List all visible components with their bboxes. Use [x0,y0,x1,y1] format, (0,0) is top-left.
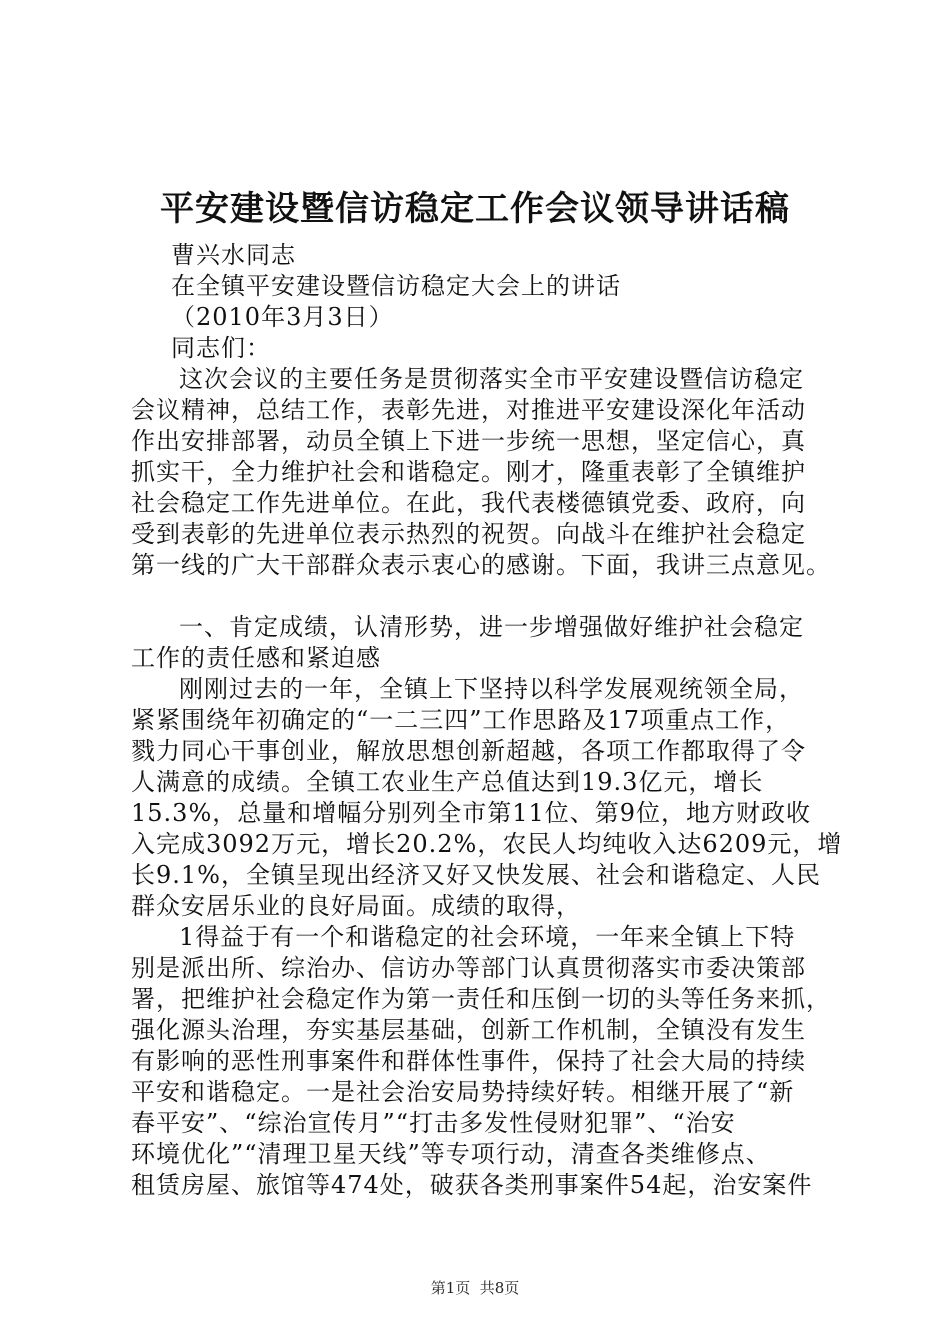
body-line: 别是派出所、综治办、信访办等部门认真贯彻落实市委决策部 [131,954,806,982]
body-line: 同志们： [171,334,271,362]
body-line: 租赁房屋、旅馆等474处，破获各类刑事案件54起，治安案件 [131,1171,813,1199]
body-line: 抓实干，全力维护社会和谐稳定。刚才，隆重表彰了全镇维护 [131,458,806,486]
body-line: 第一线的广大干部群众表示衷心的感谢。下面，我讲三点意见。 [131,551,831,579]
body-line: 一、肯定成绩，认清形势，进一步增强做好维护社会稳定 [179,613,804,641]
document-title: 平安建设暨信访稳定工作会议领导讲话稿 [160,189,790,229]
body-line: 会议精神，总结工作，表彰先进，对推进平安建设深化年活动 [131,396,806,424]
body-line: 平安和谐稳定。一是社会治安局势持续好转。相继开展了“新 [131,1078,795,1106]
paragraph-spacer [131,581,841,612]
page-footer: 第1页 共8页 [430,1279,520,1297]
body-line: （2010年3月3日） [171,303,394,331]
body-line: 工作的责任感和紧迫感 [131,644,381,672]
body-line: 署，把维护社会稳定作为第一责任和压倒一切的头等任务来抓， [131,985,831,1013]
body-line: 在全镇平安建设暨信访稳定大会上的讲话 [171,272,621,300]
body-line: 社会稳定工作先进单位。在此，我代表楼德镇党委、政府，向 [131,489,806,517]
body-line: 戮力同心干事创业，解放思想创新超越，各项工作都取得了令 [131,737,806,765]
body-line: 有影响的恶性刑事案件和群体性事件，保持了社会大局的持续 [131,1047,806,1075]
body-line: 受到表彰的先进单位表示热烈的祝贺。向战斗在维护社会稳定 [131,520,806,548]
body-line: 曹兴水同志 [171,241,296,269]
body-line: 刚刚过去的一年，全镇上下坚持以科学发展观统领全局， [179,675,804,703]
body-line: 春平安”、“综治宣传月”“打击多发性侵财犯罪”、“治安 [131,1109,736,1137]
body-line: 紧紧围绕年初确定的“一二三四”工作思路及17项重点工作， [131,706,791,734]
body-line: 1得益于有一个和谐稳定的社会环境，一年来全镇上下特 [179,923,796,951]
body-line: 人满意的成绩。全镇工农业生产总值达到19.3亿元，增长 [131,768,764,796]
body-line: 入完成3092万元，增长20.2%，农民人均纯收入达6209元，增 [131,830,843,858]
document-body [131,240,841,1201]
body-line: 作出安排部署，动员全镇上下进一步统一思想，坚定信心，真 [131,427,806,455]
body-line: 长9.1%，全镇呈现出经济又好又快发展、社会和谐稳定、人民 [131,861,821,889]
body-line: 环境优化”“清理卫星天线”等专项行动，清查各类维修点、 [131,1140,771,1168]
body-line: 强化源头治理，夯实基层基础，创新工作机制，全镇没有发生 [131,1016,806,1044]
body-line: 这次会议的主要任务是贯彻落实全市平安建设暨信访稳定 [179,365,804,393]
body-line: 群众安居乐业的良好局面。成绩的取得， [131,892,581,920]
body-line: 15.3%，总量和增幅分别列全市第11位、第9位，地方财政收 [131,799,812,827]
